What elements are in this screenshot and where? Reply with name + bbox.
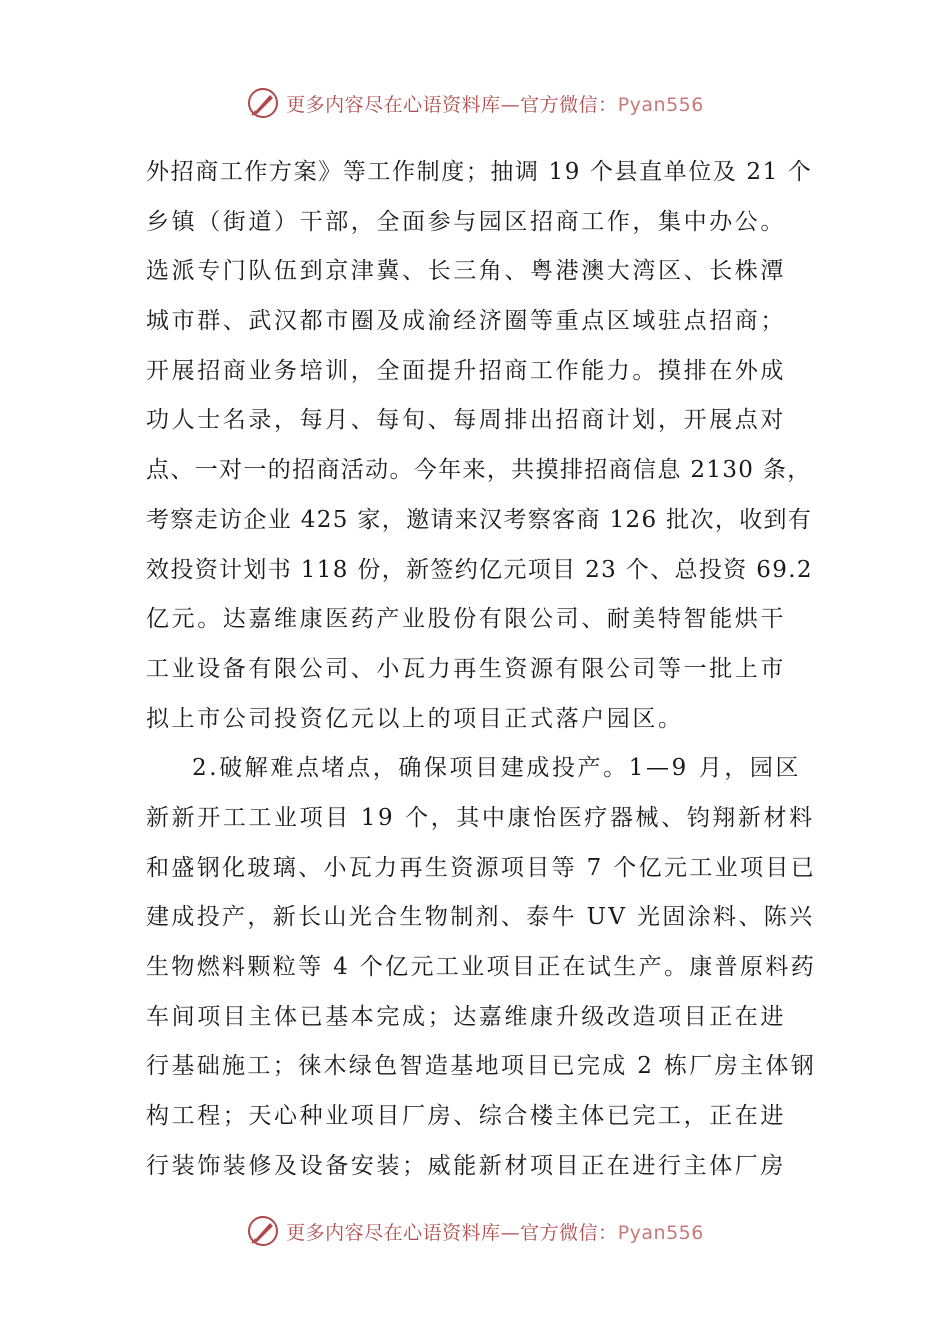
paragraph-2 <box>146 744 816 1191</box>
text-line: 乡镇（街道）干部，全面参与园区招商工作，集中办公。 <box>146 208 786 235</box>
quill-logo-icon <box>246 1214 280 1248</box>
text-line: 构工程；天心种业项目厂房、综合楼主体已完工，正在进 <box>146 1103 786 1130</box>
text-line: 城市群、武汉都市圈及成渝经济圈等重点区域驻点招商； <box>146 308 786 335</box>
text-line: 行基础施工；徕木绿色智造基地项目已完成 2 栋厂房主体钢 <box>146 1053 817 1080</box>
paragraph-1 <box>146 148 816 744</box>
text-line: 建成投产，新长山光合生物制剂、泰牛 UV 光固涂料、陈兴 <box>146 904 815 931</box>
document-body <box>146 148 816 1191</box>
text-line: 2.破解难点堵点，确保项目建成投产。1—9 月，园区 <box>192 755 802 782</box>
text-line: 效投资计划书 118 份，新签约亿元项目 23 个、总投资 69.2 <box>146 556 813 583</box>
text-line: 行装饰装修及设备安装；威能新材项目正在进行主体厂房 <box>146 1152 786 1179</box>
header-watermark-banner <box>0 86 950 120</box>
text-line: 选派专门队伍到京津冀、长三角、粤港澳大湾区、长株潭 <box>146 258 786 285</box>
text-line: 亿元。达嘉维康医药产业股份有限公司、耐美特智能烘干 <box>146 606 786 633</box>
text-line: 车间项目主体已基本完成；达嘉维康升级改造项目正在进 <box>146 1003 786 1030</box>
watermark-text: 更多内容尽在心语资料库—官方微信：Pyan556 <box>286 93 704 116</box>
quill-logo-icon <box>246 86 280 120</box>
text-line: 拟上市公司投资亿元以上的项目正式落户园区。 <box>146 705 684 732</box>
footer-watermark-banner <box>0 1214 950 1248</box>
text-line: 功人士名录，每月、每旬、每周排出招商计划，开展点对 <box>146 407 786 434</box>
watermark-text: 更多内容尽在心语资料库—官方微信：Pyan556 <box>286 1221 704 1244</box>
text-line: 开展招商业务培训，全面提升招商工作能力。摸排在外成 <box>146 357 786 384</box>
text-line: 和盛钢化玻璃、小瓦力再生资源项目等 7 个亿元工业项目已 <box>146 854 817 881</box>
text-line: 新新开工工业项目 19 个，其中康怡医疗器械、钧翔新材料 <box>146 804 815 831</box>
text-line: 工业设备有限公司、小瓦力再生资源有限公司等一批上市 <box>146 655 786 682</box>
text-line: 外招商工作方案》等工作制度；抽调 19 个县直单位及 21 个 <box>146 159 813 185</box>
text-line: 点、一对一的招商活动。今年来，共摸排招商信息 2130 条， <box>146 457 812 484</box>
text-line: 考察走访企业 425 家，邀请来汉考察客商 126 批次，收到有 <box>146 506 813 533</box>
text-line: 生物燃料颗粒等 4 个亿元工业项目正在试生产。康普原料药 <box>146 954 817 980</box>
